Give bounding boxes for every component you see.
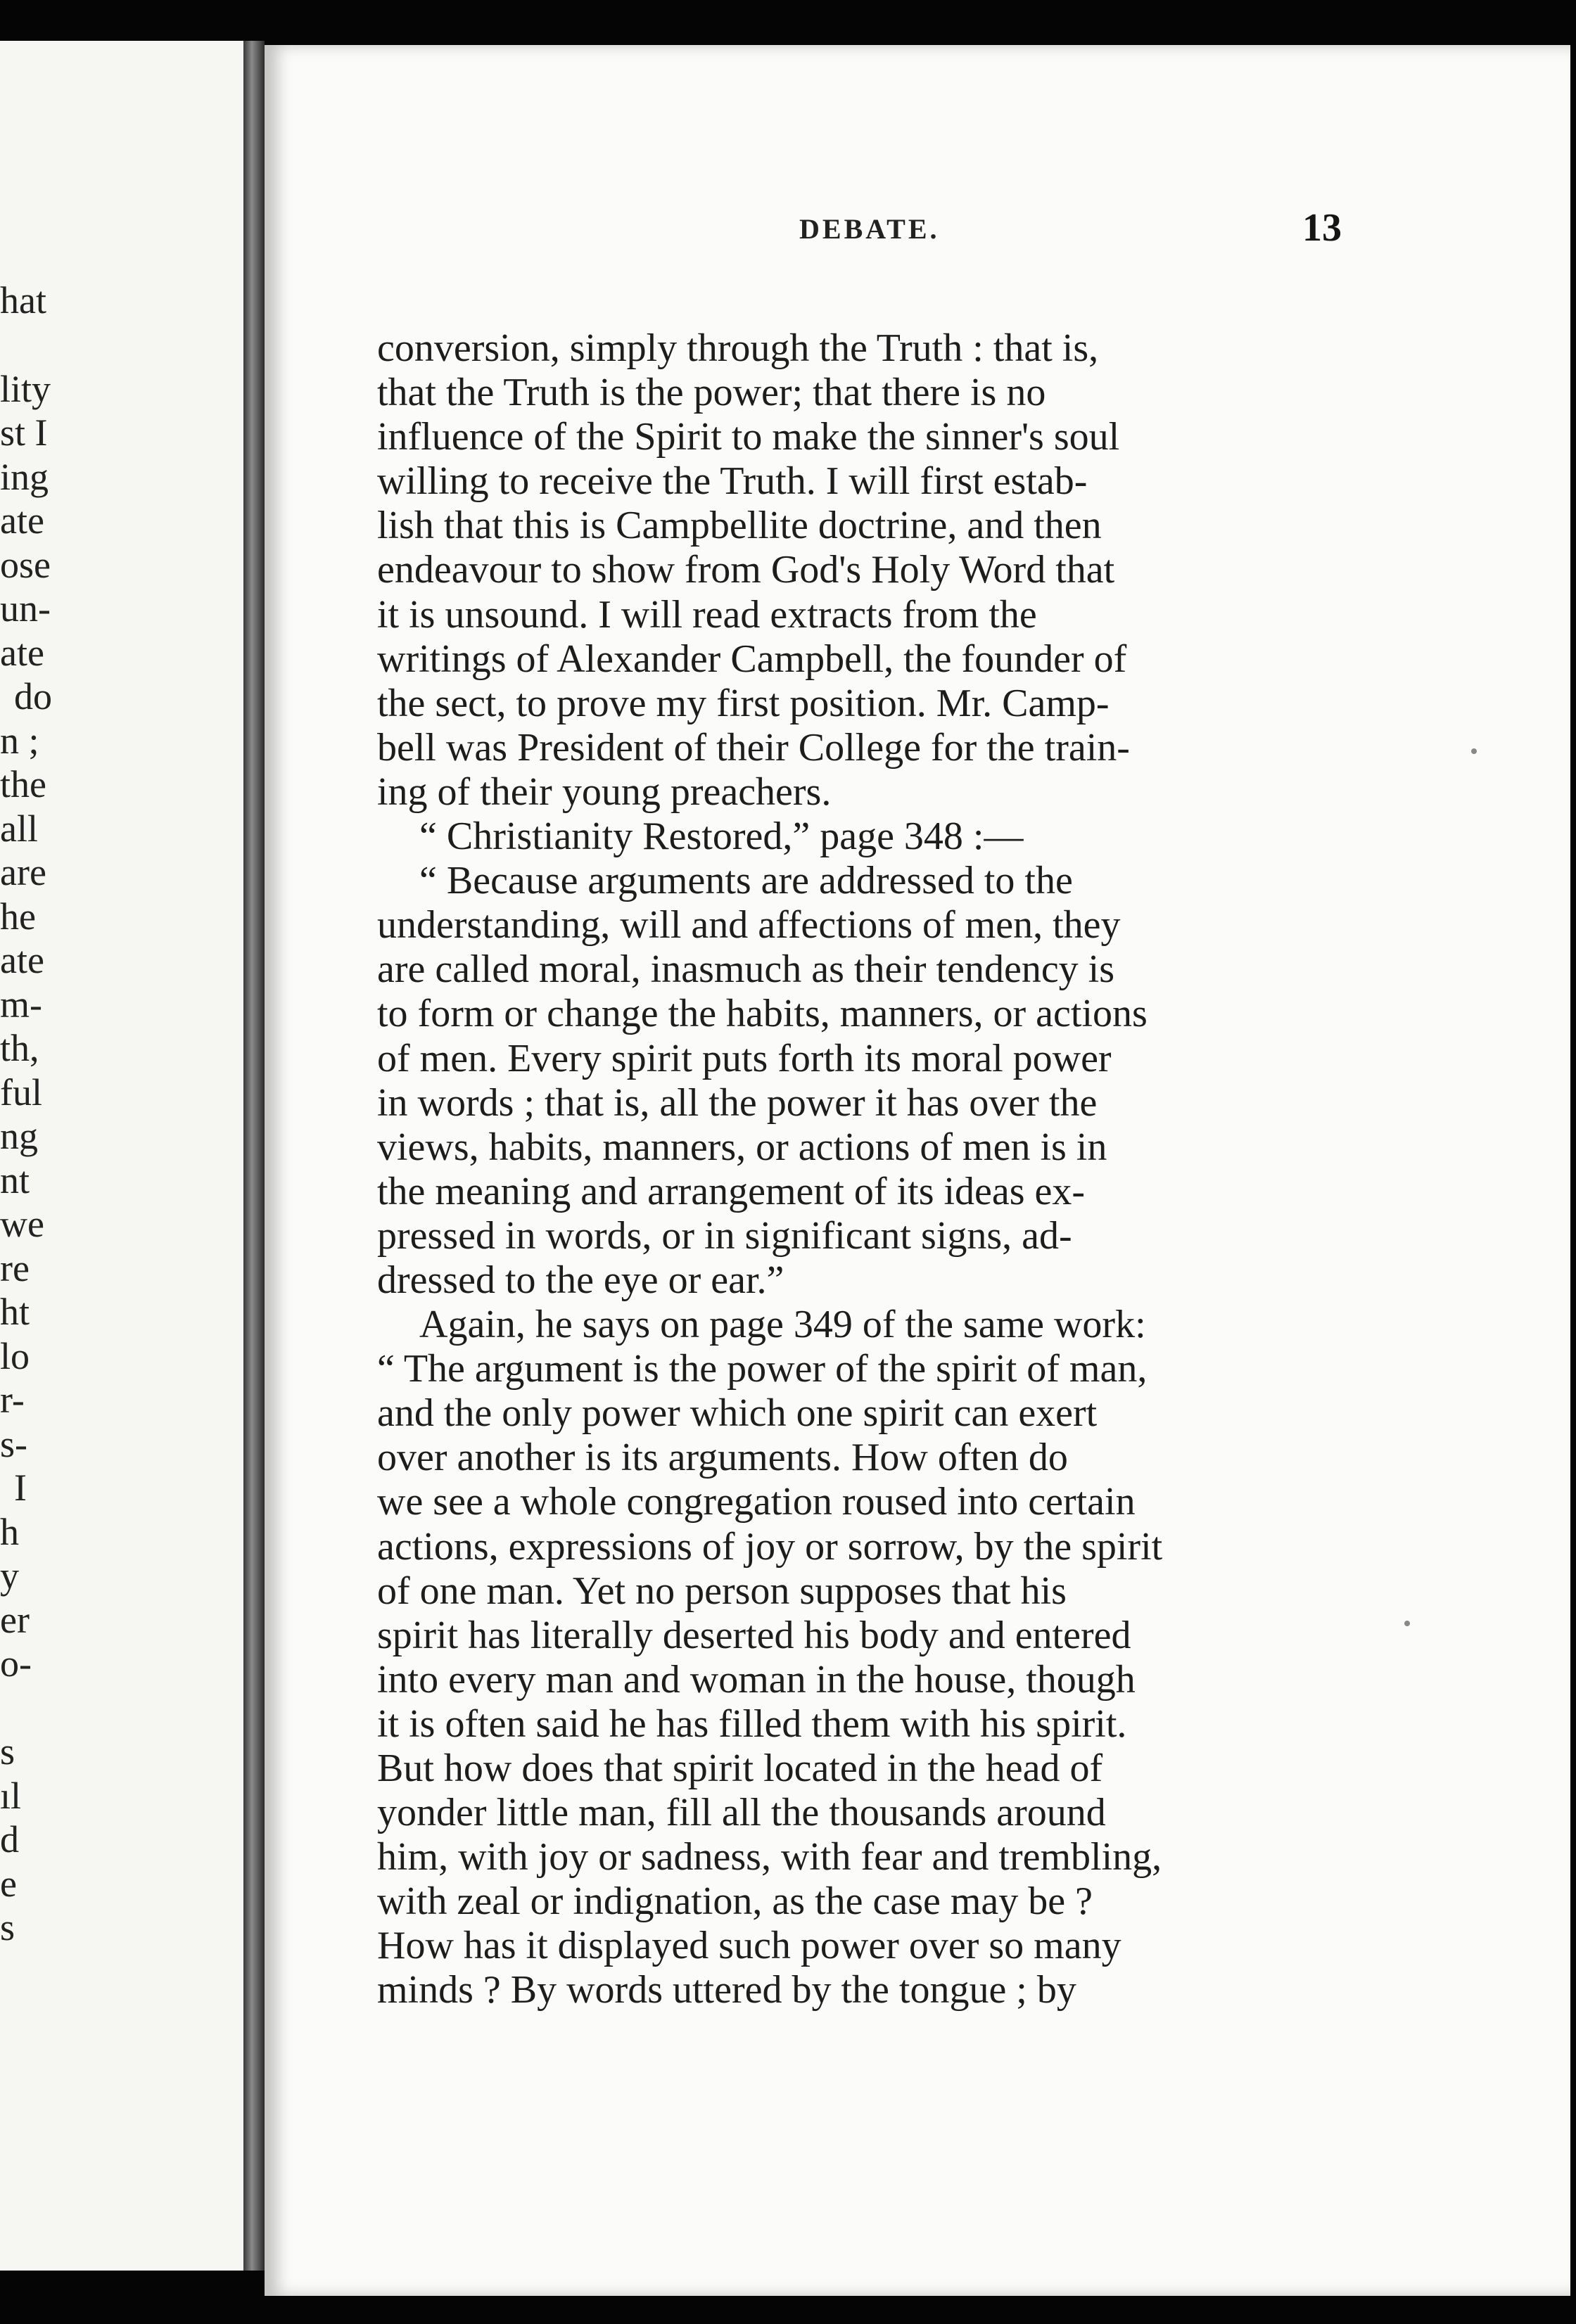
left-fragment: s- [0,1423,27,1465]
page-number: 13 [1302,206,1342,250]
left-fragment: lo [0,1335,30,1377]
text-line: him, with joy or sadness, with fear and trembling, [377,1835,1162,1879]
scan-speck [1404,1621,1410,1626]
text-line: are called moral, inasmuch as their tendency is [377,947,1115,992]
text-line: views, habits, manners, or actions of men is in [377,1125,1107,1169]
text-line: lish that this is Campbellite doctrine, and then [377,504,1102,548]
text-line: influence of the Spirit to make the sinner's soul [377,415,1120,459]
running-header [265,206,1570,255]
text-line: into every man and woman in the house, though [377,1657,1136,1702]
left-fragment: ng [0,1115,38,1157]
left-fragment: all [0,807,38,850]
left-fragment: er [0,1599,30,1641]
left-fragment: o- [0,1642,32,1685]
left-fragment: hat [0,279,46,321]
left-fragment: re [0,1247,30,1289]
left-fragment: s [0,1730,15,1773]
left-fragment: s [0,1906,15,1948]
text-line: bell was President of their College for the train- [377,725,1130,770]
left-fragment: ful [0,1071,42,1113]
right-page [265,45,1570,2296]
text-line: the meaning and arrangement of its ideas ex- [377,1169,1086,1213]
text-line: that the Truth is the power; that there is no [377,371,1046,415]
text-line: it is unsound. I will read extracts from the [377,592,1037,637]
text-line: pressed in words, or in significant signs, ad- [377,1213,1072,1258]
left-fragment: y [0,1554,19,1597]
text-line: of one man. Yet no person supposes that his [377,1569,1067,1613]
left-fragment: d [0,1818,19,1860]
left-fragment: n ; [0,720,39,762]
left-fragment: are [0,851,46,893]
text-line: of men. Every spirit puts forth its moral power [377,1036,1112,1080]
left-fragment: lity [0,368,51,410]
text-line: with zeal or indignation, as the case may be ? [377,1879,1093,1924]
left-fragment: un- [0,587,51,630]
left-fragment: th, [0,1027,39,1069]
text-line: we see a whole congregation roused into certain [377,1480,1136,1524]
left-fragment: I [14,1467,27,1509]
text-line: willing to receive the Truth. I will first estab- [377,459,1088,504]
scan-speck [1471,748,1477,754]
text-line: “ The argument is the power of the spirit of man, [377,1347,1148,1391]
left-fragment: the [0,763,46,805]
left-fragment: ate [0,939,44,981]
text-line: “ Christianity Restored,” page 348 :— [419,815,1024,859]
text-line: it is often said he has filled them with his spirit. [377,1702,1127,1746]
left-fragment: ate [0,499,44,542]
text-line: ing of their young preachers. [377,770,832,814]
left-fragment: do [14,675,52,717]
text-line: But how does that spirit located in the head of [377,1747,1103,1790]
text-line: understanding, will and affections of men, they [377,903,1121,947]
text-line: “ Because arguments are addressed to the [419,859,1073,903]
left-fragment: ing [0,456,49,498]
running-head-title: DEBATE. [799,213,940,245]
left-fragment: ıl [0,1775,22,1817]
text-line: endeavour to show from God's Holy Word that [377,548,1115,592]
left-facing-page [0,41,243,2271]
text-line: to form or change the habits, manners, or actions [377,992,1148,1036]
left-fragment: h [0,1511,19,1553]
book-gutter [243,41,265,2271]
text-line: in words ; that is, all the power it has over the [377,1080,1098,1125]
left-fragment: nt [0,1159,30,1201]
left-fragment: m- [0,983,42,1026]
text-line: conversion, simply through the Truth : that is, [377,326,1099,370]
text-line: dressed to the eye or ear.” [377,1258,784,1302]
text-line: Again, he says on page 349 of the same work: [419,1303,1146,1347]
left-fragment: e [0,1863,17,1905]
text-line: the sect, to prove my first position. Mr. Camp- [377,681,1110,725]
text-line: and the only power which one spirit can exert [377,1391,1098,1436]
body-text [377,326,1576,2013]
text-line: over another is its arguments. How often do [377,1436,1068,1480]
text-line: spirit has literally deserted his body and entered [377,1613,1131,1657]
text-line: How has it displayed such power over so many [377,1924,1121,1968]
left-fragment: r- [0,1379,25,1421]
left-fragment: st I [0,411,48,454]
text-line: yonder little man, fill all the thousands around [377,1791,1106,1835]
left-fragment: we [0,1203,44,1245]
left-fragment: ose [0,544,51,586]
left-fragment: he [0,895,36,938]
text-line: writings of Alexander Campbell, the founder of [377,637,1127,681]
text-line: minds ? By words uttered by the tongue ; by [377,1968,1076,2012]
left-fragment: ht [0,1291,30,1333]
text-line: actions, expressions of joy or sorrow, by the spirit [377,1524,1163,1569]
left-fragment: ate [0,632,44,674]
